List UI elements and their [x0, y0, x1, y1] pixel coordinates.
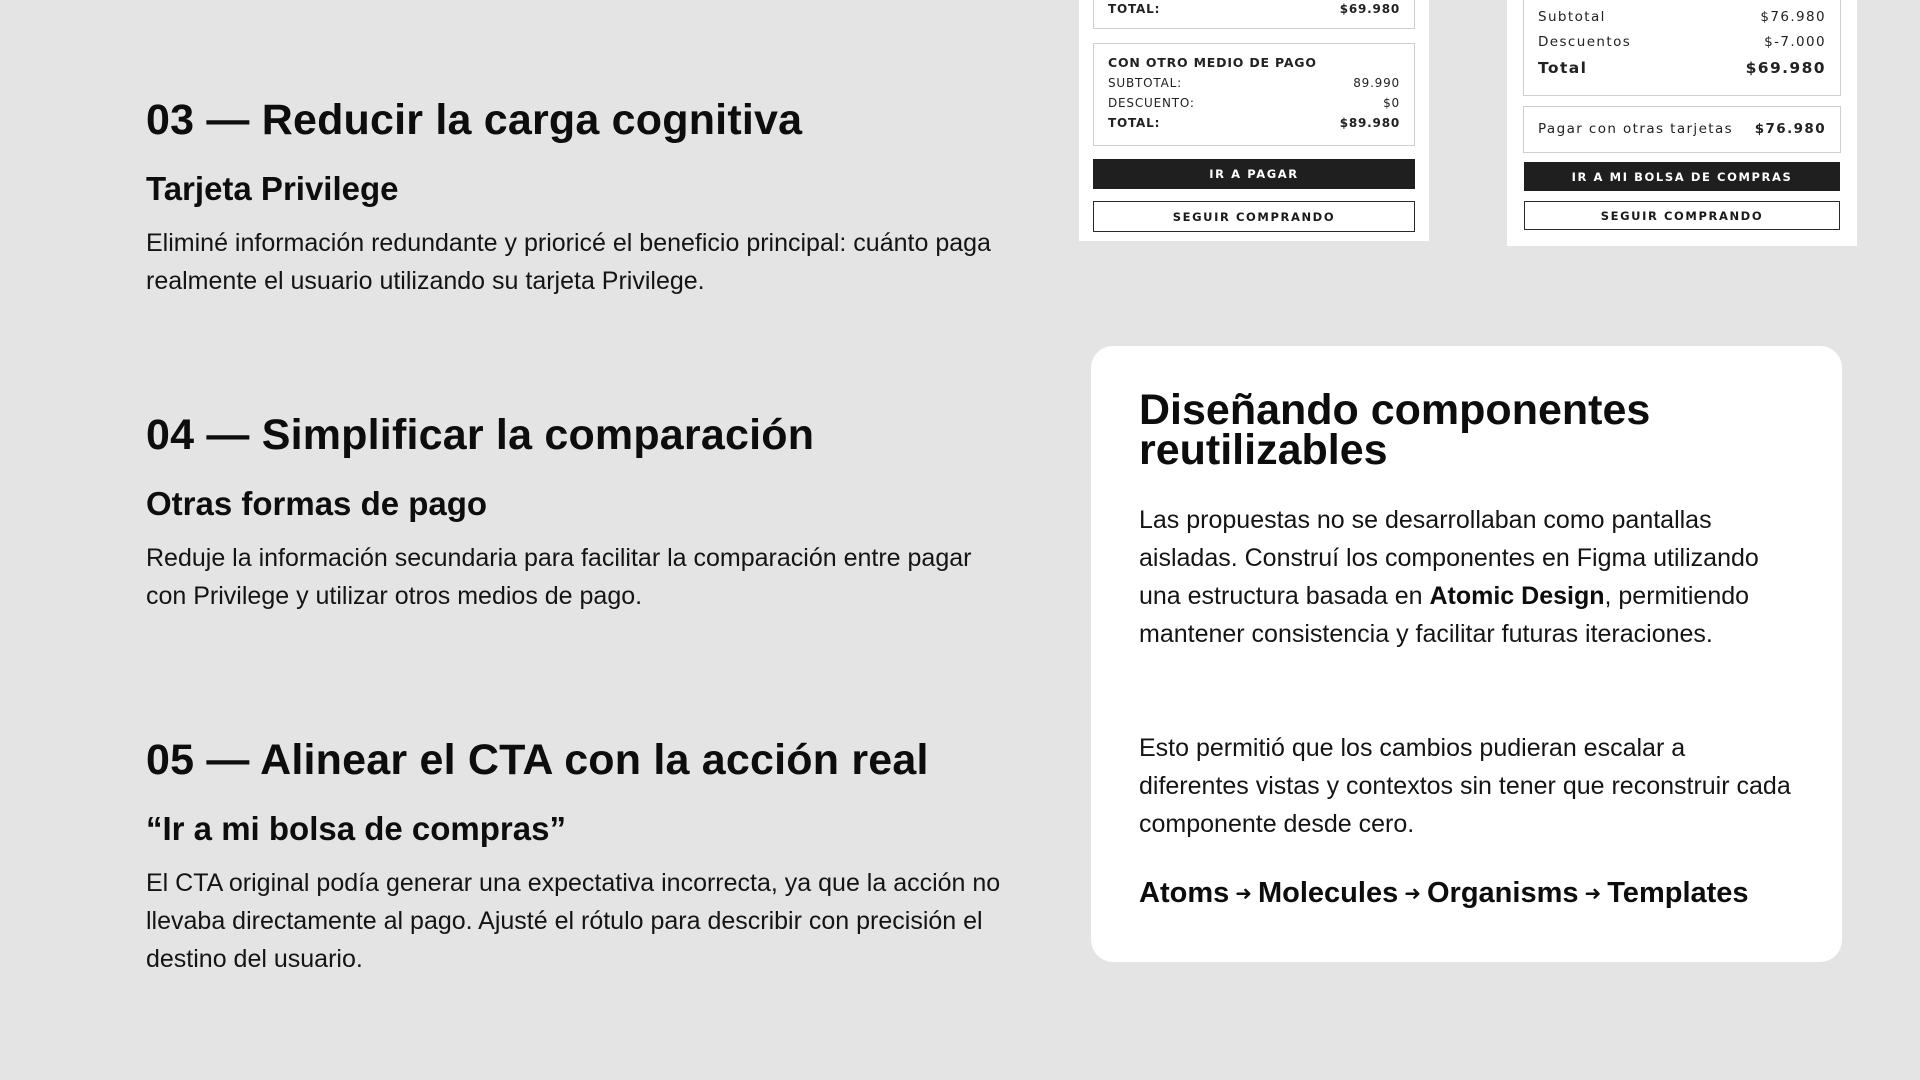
flow-step-organisms: Organisms	[1426, 877, 1579, 909]
section-05	[146, 734, 1006, 978]
total-row	[1538, 59, 1826, 77]
other-cards-box	[1523, 106, 1841, 153]
total-label: TOTAL:	[1108, 2, 1161, 16]
paragraph-text: Las propuestas no se desarrollaban como pantallas aisladas. Construí los componentes en Figma utilizando una estructura basada en	[1139, 506, 1759, 610]
subtotal-value: $76.980	[1760, 9, 1826, 25]
section-03	[146, 94, 1006, 300]
card-title: Diseñando componentes reutilizables	[1139, 386, 1651, 474]
total-value: $89.980	[1339, 116, 1400, 130]
continue-shopping-button[interactable]: SEGUIR COMPRANDO	[1524, 201, 1840, 230]
section-subtitle: Tarjeta Privilege	[146, 170, 399, 207]
discount-row	[1108, 96, 1400, 110]
section-body: El CTA original podía generar una expectativa incorrecta, ya que la acción no llevaba directamente al pago. Ajusté el rótulo para describir con precisión el destino del usuario.	[146, 869, 1001, 973]
arrow-right-icon: ➜	[1584, 883, 1602, 905]
total-value: $69.980	[1745, 59, 1826, 77]
discount-row	[1538, 34, 1826, 50]
checkout-mockup-after	[1507, 0, 1857, 246]
atomic-design-card	[1091, 346, 1842, 962]
summary-box	[1523, 0, 1841, 96]
checkout-mockup-before	[1079, 0, 1429, 241]
card-paragraph-1	[1139, 501, 1799, 653]
subtotal-label: SUBTOTAL:	[1108, 76, 1182, 90]
paragraph-text: , permitiendo mantener consistencia y facilitar futuras iteraciones.	[1139, 582, 1750, 648]
section-title: 04 — Simplificar la comparación	[146, 411, 815, 459]
other-cards-value: $76.980	[1754, 121, 1826, 137]
atomic-design-highlight: Atomic Design	[1429, 582, 1605, 610]
section-body: Reduje la información secundaria para facilitar la comparación entre pagar con Privilege y utilizar otros medios de pago.	[146, 544, 972, 610]
subtotal-row	[1108, 76, 1400, 90]
arrow-right-icon: ➜	[1404, 883, 1421, 905]
section-body: Eliminé información redundante y prioricé el beneficio principal: cuánto paga realmente el usuario utilizando su tarjeta Privilege.	[146, 229, 991, 295]
subtotal-row	[1538, 9, 1826, 25]
subtotal-label: Subtotal	[1538, 9, 1606, 25]
discount-label: Descuentos	[1538, 34, 1632, 50]
discount-value: $0	[1383, 96, 1400, 110]
section-subtitle: Otras formas de pago	[146, 485, 488, 522]
section-title: 05 — Alinear el CTA con la acción real	[146, 736, 929, 784]
discount-value: $-7.000	[1764, 34, 1826, 50]
subtotal-value: 89.990	[1353, 76, 1400, 90]
pay-button[interactable]: IR A PAGAR	[1093, 159, 1415, 189]
go-to-bag-button[interactable]: IR A MI BOLSA DE COMPRAS	[1524, 162, 1840, 191]
other-method-box	[1093, 43, 1415, 146]
total-row	[1108, 116, 1400, 130]
section-subtitle: “Ir a mi bolsa de compras”	[146, 810, 566, 847]
total-box	[1093, 0, 1415, 29]
flow-step-atoms: Atoms	[1139, 877, 1230, 909]
section-04	[146, 409, 1006, 615]
section-title: 03 — Reducir la carga cognitiva	[146, 96, 803, 144]
total-label: TOTAL:	[1108, 116, 1161, 130]
total-value: $69.980	[1339, 2, 1400, 16]
arrow-right-icon: ➜	[1235, 883, 1252, 905]
card-paragraph-2: Esto permitió que los cambios pudieran escalar a diferentes vistas y contextos sin tener que reconstruir cada componente desde cero.	[1139, 734, 1791, 838]
total-row	[1108, 2, 1400, 16]
atomic-flow	[1139, 873, 1819, 916]
continue-shopping-button[interactable]: SEGUIR COMPRANDO	[1093, 201, 1415, 232]
flow-step-molecules: Molecules	[1258, 877, 1399, 909]
other-method-heading: CON OTRO MEDIO DE PAGO	[1108, 55, 1317, 70]
other-cards-label: Pagar con otras tarjetas	[1538, 121, 1734, 137]
other-cards-row	[1538, 121, 1826, 137]
total-label: Total	[1538, 59, 1588, 77]
flow-step-templates: Templates	[1607, 877, 1749, 909]
discount-label: DESCUENTO:	[1108, 96, 1195, 110]
